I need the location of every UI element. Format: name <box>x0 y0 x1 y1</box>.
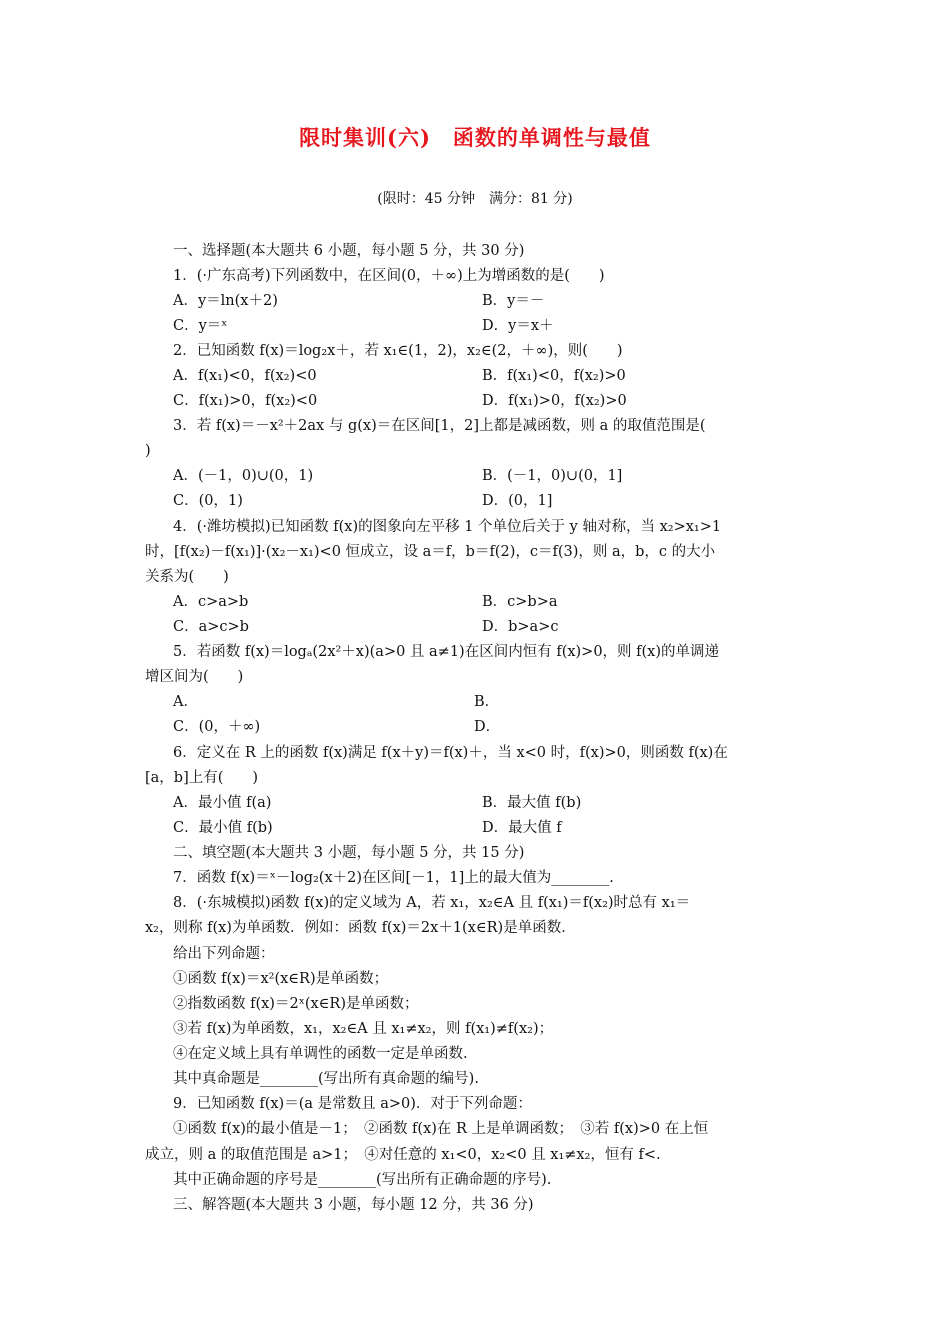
question-text: 其中真命题是________(写出所有真命题的编号). <box>173 1071 479 1087</box>
option-c: C．(0，＋∞) <box>173 719 261 735</box>
question-text: 8．(·东城模拟)函数 f(x)的定义域为 A，若 x₁，x₂∈A 且 f(x₁)＝f(x₂)时总有 x₁＝ <box>173 895 691 911</box>
option-a: A．f(x₁)<0，f(x₂)<0 <box>173 368 317 384</box>
option-b: B．c>b>a <box>482 594 558 610</box>
proposition-item: ②指数函数 f(x)＝2ˣ(x∈R)是单函数； <box>173 996 419 1012</box>
option-b: B．f(x₁)<0，f(x₂)>0 <box>482 368 626 384</box>
proposition-item: ①函数 f(x)＝x²(x∈R)是单函数； <box>173 971 389 987</box>
proposition-item: 成立，则 a 的取值范围是 a>1； ④对任意的 x₁<0，x₂<0 且 x₁≠x₂，恒有 f<. <box>145 1147 661 1163</box>
option-b: B．最大值 f(b) <box>482 795 582 811</box>
question-text: 5．若函数 f(x)＝logₐ(2x²＋x)(a>0 且 a≠1)在区间内恒有 f(x)>0，则 f(x)的单调递 <box>173 644 720 660</box>
question-text: [a，b]上有( ) <box>145 770 259 786</box>
section-heading: 三、解答题(本大题共 3 小题，每小题 12 分，共 36 分) <box>173 1197 534 1213</box>
question-text: 4．(·潍坊模拟)已知函数 f(x)的图象向左平移 1 个单位后关于 y 轴对称，当 x₂>x₁>1 <box>173 519 722 535</box>
option-c: C．f(x₁)>0，f(x₂)<0 <box>173 393 318 409</box>
option-c: C．(0，1) <box>173 493 243 509</box>
option-b: B．(－1，0)∪(0，1] <box>482 468 623 484</box>
option-c: C．y＝ˣ <box>173 318 228 334</box>
question-text: 给出下列命题： <box>173 946 275 962</box>
question-text: 7．函数 f(x)＝ˣ－log₂(x＋2)在区间[－1，1]上的最大值为________. <box>173 870 614 886</box>
option-b: B．y＝－ <box>482 293 545 309</box>
question-text: 关系为( ) <box>145 569 229 585</box>
option-d: D．y＝x＋ <box>482 318 554 334</box>
option-d: D．b>a>c <box>482 619 559 635</box>
proposition-item: ①函数 f(x)的最小值是－1； ②函数 f(x)在 R 上是单调函数； ③若 f(x)>0 在上恒 <box>173 1121 709 1137</box>
proposition-item: ④在定义域上具有单调性的函数一定是单函数. <box>173 1046 468 1062</box>
option-b: B． <box>474 694 500 710</box>
section-heading: 二、填空题(本大题共 3 小题，每小题 5 分，共 15 分) <box>173 845 525 861</box>
question-text: x₂，则称 f(x)为单函数．例如：函数 f(x)＝2x＋1(x∈R)是单函数． <box>145 920 576 936</box>
question-text: 9．已知函数 f(x)＝(a 是常数且 a>0)．对于下列命题： <box>173 1096 532 1112</box>
page-title: 限时集训(六) 函数的单调性与最值 <box>299 125 651 150</box>
option-a: A．最小值 f(a) <box>173 795 272 811</box>
option-d: D．f(x₁)>0，f(x₂)>0 <box>482 393 627 409</box>
question-text: 6．定义在 R 上的函数 f(x)满足 f(x＋y)＝f(x)＋，当 x<0 时，f(x)>0，则函数 f(x)在 <box>173 745 728 761</box>
question-text: ) <box>145 443 151 459</box>
question-text: 1．(·广东高考)下列函数中，在区间(0，＋∞)上为增函数的是( ) <box>173 268 605 284</box>
option-c: C．a>c>b <box>173 619 249 635</box>
option-a: A．c>a>b <box>173 594 249 610</box>
option-c: C．最小值 f(b) <box>173 820 273 836</box>
question-text: 增区间为( ) <box>145 669 244 685</box>
question-text: 时，[f(x₂)－f(x₁)]·(x₂－x₁)<0 恒成立，设 a＝f，b＝f(2)，c＝f(3)，则 a，b，c 的大小 <box>145 544 716 560</box>
option-d: D．最大值 f <box>482 820 562 836</box>
question-text: 其中正确命题的序号是________(写出所有正确命题的序号). <box>173 1172 552 1188</box>
question-text: 2．已知函数 f(x)＝log₂x＋，若 x₁∈(1，2)，x₂∈(2，＋∞)，则( ) <box>173 343 623 359</box>
option-a: A．y＝ln(x＋2) <box>173 293 278 309</box>
section-heading: 一、选择题(本大题共 6 小题，每小题 5 分，共 30 分) <box>173 243 525 259</box>
question-text: 3．若 f(x)＝－x²＋2ax 与 g(x)＝在区间[1，2]上都是减函数，则 a 的取值范围是( <box>173 418 706 434</box>
proposition-item: ③若 f(x)为单函数，x₁，x₂∈A 且 x₁≠x₂，则 f(x₁)≠f(x₂)； <box>173 1021 554 1037</box>
option-a: A． <box>173 694 198 710</box>
option-d: D．(0，1] <box>482 493 553 509</box>
option-a: A．(－1，0)∪(0，1) <box>173 468 314 484</box>
page-subtitle: (限时：45 分钟 满分：81 分) <box>377 191 573 207</box>
option-d: D． <box>474 719 501 735</box>
